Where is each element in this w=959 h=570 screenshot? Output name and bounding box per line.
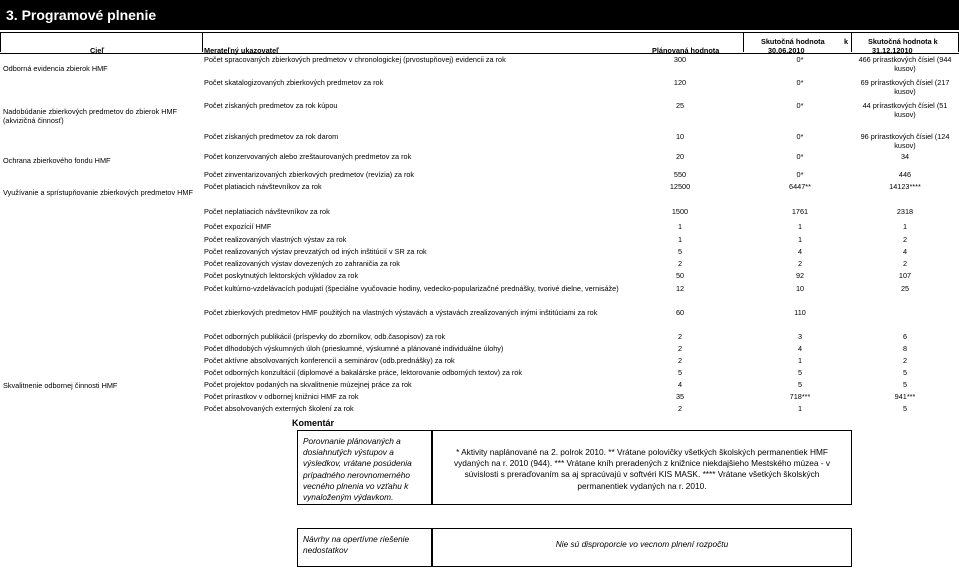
indicator-cell: Počet odborných konzultácií (diplomové a bakalárske práce, lektorovanie odborných textov) za rok (204, 368, 522, 377)
column-divider (743, 32, 744, 52)
actual-mid-value-cell: 5 (797, 380, 803, 389)
proposal-text: Nie sú disproporcie vo vecnom plnení rozpočtu (555, 539, 729, 549)
planned-value-cell: 1500 (671, 207, 689, 216)
actual-mid-value-cell: 0* (796, 55, 804, 64)
header-actual-end-line1: Skutočná hodnota k (868, 37, 938, 46)
actual-mid-value-cell: 0* (796, 132, 804, 141)
actual-mid-value-cell: 5 (797, 368, 803, 377)
column-divider (851, 32, 852, 52)
actual-mid-value-cell: 4 (797, 344, 803, 353)
indicator-cell: Počet poskytnutých lektorských výkladov za rok (204, 271, 359, 280)
planned-value-cell: 50 (675, 271, 685, 280)
indicator-cell: Počet neplatiacich návštevníkov za rok (204, 207, 330, 216)
actual-mid-value-cell: 1 (797, 235, 803, 244)
actual-end-value-cell: 2 (902, 356, 908, 365)
actual-mid-value-cell: 6447** (789, 182, 811, 191)
planned-value-cell: 300 (673, 55, 687, 64)
planned-value-cell: 5 (677, 247, 683, 256)
actual-end-value-cell: 6 (902, 332, 908, 341)
actual-end-value-cell: 34 (900, 152, 910, 161)
planned-value-cell: 20 (675, 152, 685, 161)
actual-mid-value-cell: 92 (795, 271, 805, 280)
planned-value-cell: 2 (677, 332, 683, 341)
table-left-border (0, 32, 1, 52)
indicator-cell: Počet realizovaných vlastných výstav za rok (204, 235, 347, 244)
header-indicator: Merateľný ukazovateľ (204, 46, 279, 55)
planned-value-cell: 2 (677, 344, 683, 353)
planned-value-cell: 1 (677, 235, 683, 244)
goal-label: Využívanie a sprístupňovanie zbierkových predmetov HMF (3, 188, 193, 197)
planned-value-cell: 5 (677, 368, 683, 377)
actual-mid-value-cell: 1761 (791, 207, 809, 216)
planned-value-cell: 2 (677, 259, 683, 268)
actual-mid-value-cell: 1 (797, 404, 803, 413)
indicator-cell: Počet platiacich návštevníkov za rok (204, 182, 322, 191)
planned-value-cell: 2 (677, 404, 683, 413)
indicator-cell: Počet získaných predmetov za rok kúpou (204, 101, 338, 110)
column-divider (202, 32, 203, 52)
table-top-border (0, 32, 959, 33)
actual-end-value-cell: 5 (902, 380, 908, 389)
indicator-cell: Počet projektov podaných na skvalitnenie múzejnej práce za rok (204, 380, 412, 389)
planned-value-cell: 12 (675, 284, 685, 293)
actual-mid-value-cell: 0* (796, 101, 804, 110)
indicator-cell: Počet dlhodobých výskumných úloh (prieskumné, výskumné a plánované individuálne úlohy) (204, 344, 504, 353)
actual-end-value-cell: 107 (898, 271, 912, 280)
header-goal: Cieľ (90, 46, 105, 55)
planned-value-cell: 35 (675, 392, 685, 401)
actual-mid-value-cell: 4 (797, 247, 803, 256)
header-actual-mid-line1: Skutočná hodnota (761, 37, 825, 46)
actual-mid-value-cell: 0* (796, 170, 804, 179)
header-bottom-border (0, 53, 959, 54)
planned-value-cell: 120 (673, 78, 687, 87)
header-actual-mid-line2: 30.06.2010 (768, 46, 805, 55)
planned-value-cell: 10 (675, 132, 685, 141)
actual-mid-value-cell: 1 (797, 356, 803, 365)
actual-end-value-cell: 4 (902, 247, 908, 256)
actual-mid-value-cell: 1 (797, 222, 803, 231)
header-actual-mid-k: k (844, 37, 849, 46)
header-actual-end-line2: 31.12.12010 (872, 46, 913, 55)
proposal-prompt: Návrhy na opertívne riešenie nedostatkov (303, 534, 410, 555)
actual-mid-value-cell: 10 (795, 284, 805, 293)
actual-mid-value-cell: 110 (794, 308, 806, 317)
indicator-cell: Počet aktívne absolvovaných konferencií a seminárov (odb.prednášky) za rok (204, 356, 455, 365)
actual-end-value-cell: 5 (902, 368, 908, 377)
actual-end-value-cell: 466 prírastkových čísiel (944 kusov) (858, 55, 952, 73)
actual-end-value-cell: 446 (898, 170, 912, 179)
indicator-cell: Počet realizovaných výstav dovezených zo zahraničia za rok (204, 259, 400, 268)
indicator-cell: Počet zinventarizovaných zbierkových predmetov (revízia) za rok (204, 170, 415, 179)
planned-value-cell: 2 (677, 356, 683, 365)
commentary-text: * Aktivity naplánované na 2. polrok 2010. ** Vrátane polovičky všetkých školských permanentiek HMF vydaných na r. 2010 (944). *** Vrátane kníh preradených z knižnice niekdajšieho Mestského múzea - v súvislosti s preraďovaním sa aj spracúvajú v softvéri KIS MASK. **** Vrátane všetkých školských permanentiek vydaných na r. 2010. (453, 447, 831, 491)
planned-value-cell: 25 (675, 101, 685, 110)
actual-end-value-cell: 2318 (896, 207, 914, 216)
planned-value-cell: 4 (677, 380, 683, 389)
planned-value-cell: 1 (677, 222, 683, 231)
actual-mid-value-cell: 3 (797, 332, 803, 341)
goal-label: Nadobúdanie zbierkových predmetov do zbierok HMF (akvizičná činnosť) (3, 107, 177, 125)
planned-value-cell: 12500 (669, 182, 691, 191)
goal-label: Odborná evidencia zbierok HMF (3, 64, 108, 73)
header-planned: Plánovaná hodnota (652, 46, 720, 55)
indicator-cell: Počet absolvovaných externých školení za rok (204, 404, 354, 413)
indicator-cell: Počet odborných publikácií (príspevky do zborníkov, odb.časopisov) za rok (204, 332, 446, 341)
indicator-cell: Počet zbierkových predmetov HMF použitých na vlastných výstavách a výstavách zrealizovaných inými inštitúciami za rok (204, 308, 598, 317)
actual-mid-value-cell: 2 (797, 259, 803, 268)
actual-end-value-cell: 14123**** (889, 182, 921, 191)
indicator-cell: Počet konzervovaných alebo zreštaurovaných predmetov za rok (204, 152, 412, 161)
commentary-prompt: Porovnanie plánovaných a dosiahnutých výstupov a výsledkov, vrátane posúdenia prípadného nerovnomerného vecného plnenia vo vzťahu k vynaloženým výdavkom. (303, 436, 412, 503)
planned-value-cell: 550 (673, 170, 687, 179)
actual-end-value-cell: 941*** (894, 392, 916, 401)
actual-end-value-cell: 8 (902, 344, 908, 353)
commentary-heading: Komentár (292, 418, 335, 428)
actual-mid-value-cell: 0* (796, 78, 804, 87)
actual-end-value-cell: 2 (902, 259, 908, 268)
indicator-cell: Počet prírastkov v odbornej knižnici HMF za rok (204, 392, 359, 401)
actual-mid-value-cell: 0* (796, 152, 804, 161)
indicator-cell: Počet expozícií HMF (204, 222, 272, 231)
actual-end-value-cell: 69 prírastkových čísiel (217 kusov) (860, 78, 950, 96)
actual-mid-value-cell: 718*** (789, 392, 811, 401)
actual-end-value-cell: 25 (900, 284, 910, 293)
goal-label: Skvalitnenie odbornej činnosti HMF (3, 381, 118, 390)
planned-value-cell: 60 (675, 308, 685, 317)
actual-end-value-cell: 2 (902, 235, 908, 244)
indicator-cell: Počet kultúrno-vzdelávacích podujatí (špeciálne vyučovacie hodiny, vedecko-popularizačné prednášky, tvorivé dielne, vernisáže) (204, 284, 619, 293)
indicator-cell: Počet spracovaných zbierkových predmetov v chronologickej (prvostupňovej) evidencii za rok (204, 55, 506, 64)
section-title-bar (0, 0, 959, 30)
indicator-cell: Počet realizovaných výstav prevzatých od iných inštitúcií v SR za rok (204, 247, 427, 256)
section-title: 3. Programové plnenie (6, 7, 157, 23)
goal-label: Ochrana zbierkového fondu HMF (3, 156, 111, 165)
indicator-cell: Počet získaných predmetov za rok darom (204, 132, 339, 141)
actual-end-value-cell: 96 prírastkových čísiel (124 kusov) (860, 132, 950, 150)
actual-end-value-cell: 5 (902, 404, 908, 413)
indicator-cell: Počet skatalogizovaných zbierkových predmetov za rok (204, 78, 384, 87)
actual-end-value-cell: 1 (902, 222, 908, 231)
actual-end-value-cell: 44 prírastkových čísiel (51 kusov) (862, 101, 948, 119)
